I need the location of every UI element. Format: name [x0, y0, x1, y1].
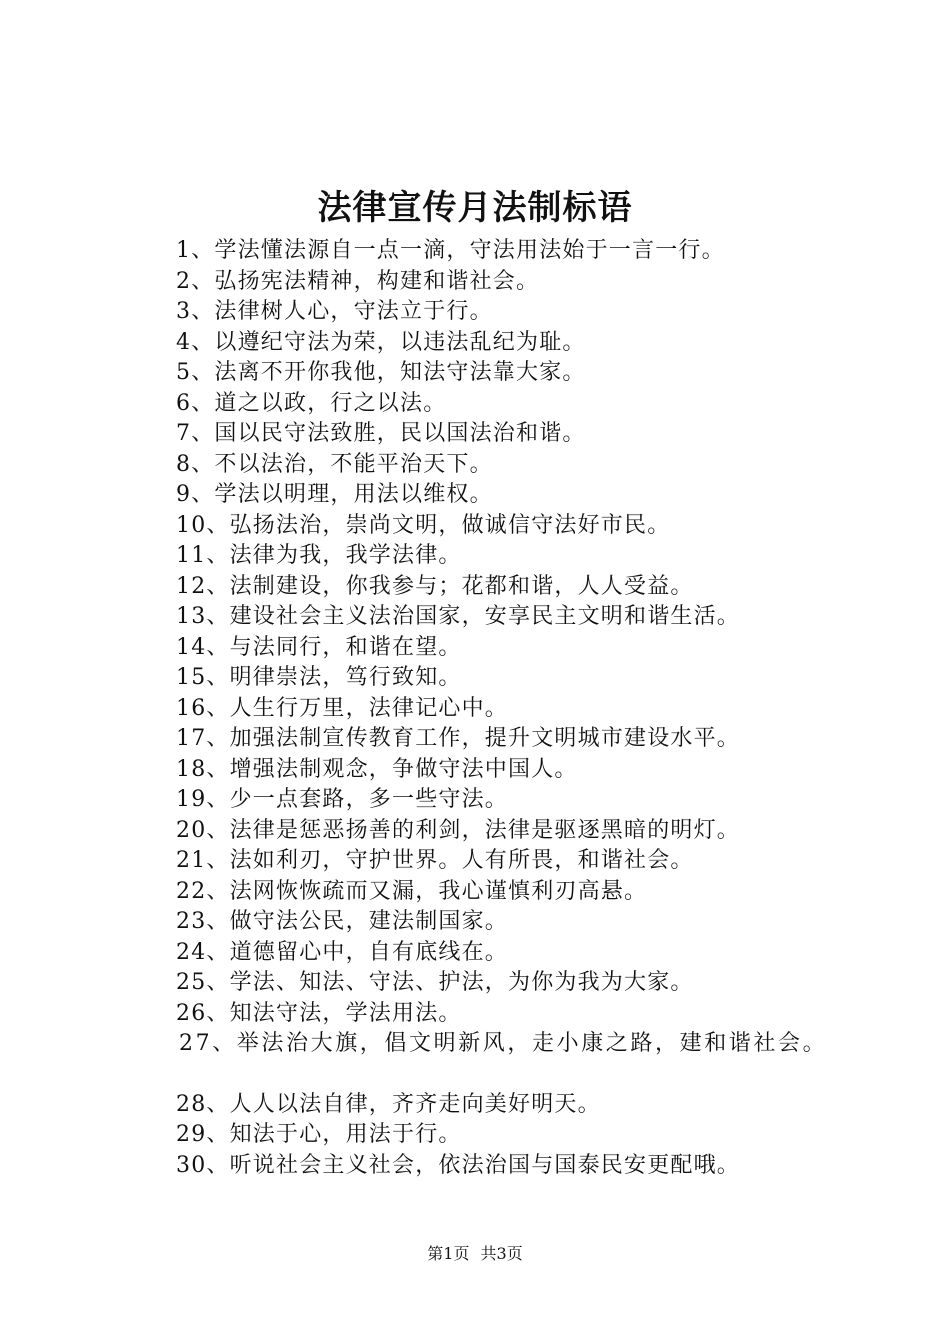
- slogan-item: 17、加强法制宣传教育工作，提升文明城市建设水平。: [176, 726, 740, 751]
- slogan-item: 23、做守法公民，建法制国家。: [176, 909, 508, 934]
- slogan-item: 22、法网恢恢疏而又漏，我心谨慎利刃高悬。: [176, 878, 648, 904]
- slogan-item: 12、法制建设，你我参与；花都和谐，人人受益。: [176, 573, 694, 599]
- slogan-item: 20、法律是惩恶扬善的利剑，法律是驱逐黑暗的明灯。: [176, 817, 740, 843]
- slogan-item: 6、道之以政，行之以法。: [176, 390, 447, 416]
- slogan-item: 5、法离不开你我他，知法守法靠大家。: [176, 360, 586, 385]
- page-total: 共3页: [480, 1244, 523, 1263]
- slogan-item: 9、学法以明理，用法以维权。: [176, 482, 493, 507]
- page-footer: [0, 1243, 950, 1265]
- slogan-item: 1、学法懂法源自一点一滴，守法用法始于一言一行。: [176, 238, 725, 263]
- slogan-item: 24、道德留心中，自有底线在。: [176, 939, 508, 965]
- slogan-item: 30、听说社会主义社会，依法治国与国泰民安更配哦。: [176, 1152, 740, 1178]
- page-number: 第1页: [427, 1244, 470, 1263]
- slogan-item: 8、不以法治，不能平治天下。: [176, 451, 493, 477]
- document-title: 法律宣传月法制标语: [317, 188, 633, 228]
- slogan-item: 18、增强法制观念，争做守法中国人。: [176, 756, 578, 782]
- slogan-item: 7、国以民守法致胜，民以国法治和谐。: [176, 421, 586, 446]
- slogan-item: 15、明律崇法，笃行致知。: [176, 665, 462, 690]
- slogan-list: [176, 236, 936, 1181]
- slogan-item: 16、人生行万里，法律记心中。: [176, 695, 508, 721]
- slogan-item: 19、少一点套路，多一些守法。: [176, 787, 508, 812]
- slogan-item: 4、以遵纪守法为荣，以违法乱纪为耻。: [176, 329, 586, 355]
- slogan-item: 28、人人以法自律，齐齐走向美好明天。: [176, 1091, 601, 1117]
- slogan-item: 13、建设社会主义法治国家，安享民主文明和谐生活。: [176, 604, 740, 629]
- slogan-item: 11、法律为我，我学法律。: [176, 543, 462, 568]
- slogan-item: 27、举法治大旗，倡文明新风，走小康之路，建和谐社会。: [179, 1031, 828, 1056]
- slogan-item: 2、弘扬宪法精神，构建和谐社会。: [176, 268, 540, 294]
- slogan-item: 3、法律树人心，守法立于行。: [176, 299, 493, 324]
- slogan-item: 14、与法同行，和谐在望。: [176, 634, 462, 660]
- slogan-item: 10、弘扬法治，崇尚文明，做诚信守法好市民。: [176, 512, 671, 538]
- slogan-item: 29、知法于心，用法于行。: [176, 1122, 462, 1147]
- slogan-item: 25、学法、知法、守法、护法，为你为我为大家。: [176, 970, 694, 995]
- slogan-item: 21、法如利刃，守护世界。人有所畏，和谐社会。: [176, 848, 694, 873]
- slogan-item: 26、知法守法，学法用法。: [176, 1000, 462, 1026]
